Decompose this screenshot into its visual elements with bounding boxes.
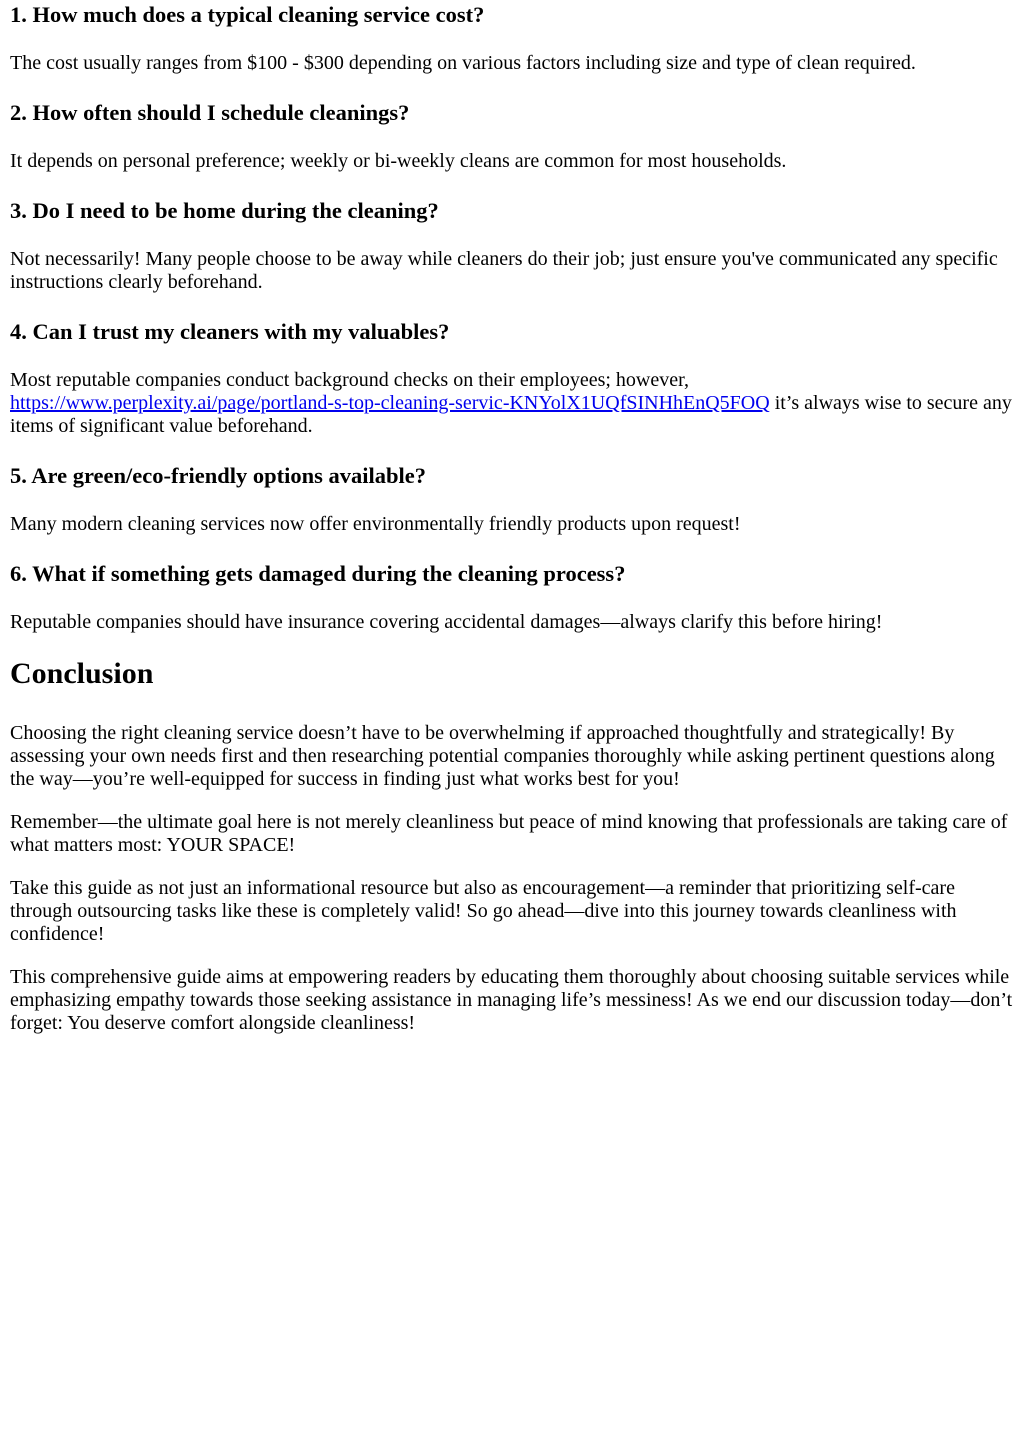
faq-item-4 xyxy=(10,319,1014,438)
faq-answer-4 xyxy=(10,369,1014,438)
faq-question-3: 3. Do I need to be home during the cleaning? xyxy=(10,198,439,223)
faq-answer-4-before-link: Most reputable companies conduct background checks on their employees; however, xyxy=(10,369,689,391)
faq-answer-3: Not necessarily! Many people choose to be away while cleaners do their job; just ensure you've communicated any specific instructions clearly beforehand. xyxy=(10,248,998,293)
conclusion-heading: Conclusion xyxy=(10,657,154,690)
faq-item-6 xyxy=(10,561,1014,634)
faq-answer-5: Many modern cleaning services now offer environmentally friendly products upon request! xyxy=(10,513,741,535)
faq-question-4: 4. Can I trust my cleaners with my valuables? xyxy=(10,319,450,344)
conclusion-paragraph-4: This comprehensive guide aims at empowering readers by educating them thoroughly about choosing suitable services while emphasizing empathy towards those seeking assistance in managing life’s messiness! As we end our discussion today—don’t forget: You deserve comfort alongside cleanliness! xyxy=(10,966,1013,1034)
faq-question-6: 6. What if something gets damaged during the cleaning process? xyxy=(10,561,626,586)
faq-item-1 xyxy=(10,0,1014,75)
conclusion-paragraph-3: Take this guide as not just an informational resource but also as encouragement—a reminder that prioritizing self-care through outsourcing tasks like these is completely valid! So go ahead—dive into this journey towards cleanliness with confidence! xyxy=(10,877,957,945)
faq-item-3 xyxy=(10,198,1014,294)
faq-answer-4-after-link: it’s always wise to secure any items of significant value beforehand. xyxy=(10,392,1012,437)
faq-question-1: 1. How much does a typical cleaning service cost? xyxy=(10,2,485,27)
conclusion-section xyxy=(10,657,1014,1035)
conclusion-paragraph-1: Choosing the right cleaning service doesn’t have to be overwhelming if approached thoughtfully and strategically! By assessing your own needs first and then researching potential companies thoroughly while asking pertinent questions along the way—you’re well-equipped for success in finding just what works best for you! xyxy=(10,722,995,790)
faq-answer-2: It depends on personal preference; weekly or bi-weekly cleans are common for most households. xyxy=(10,150,787,172)
perplexity-link[interactable]: https://www.perplexity.ai/page/portland-s-top-cleaning-servic-KNYolX1UQfSINHhEnQ5FOQ xyxy=(10,392,770,414)
faq-answer-6: Reputable companies should have insurance covering accidental damages—always clarify this before hiring! xyxy=(10,611,883,633)
faq-answer-1: The cost usually ranges from $100 - $300 depending on various factors including size and type of clean required. xyxy=(10,52,916,74)
faq-item-5 xyxy=(10,463,1014,536)
faq-section xyxy=(10,0,1014,634)
faq-item-2 xyxy=(10,100,1014,173)
faq-question-2: 2. How often should I schedule cleanings? xyxy=(10,100,410,125)
faq-question-5: 5. Are green/eco-friendly options available? xyxy=(10,463,427,488)
conclusion-paragraph-2: Remember—the ultimate goal here is not merely cleanliness but peace of mind knowing that professionals are taking care of what matters most: YOUR SPACE! xyxy=(10,811,1008,856)
